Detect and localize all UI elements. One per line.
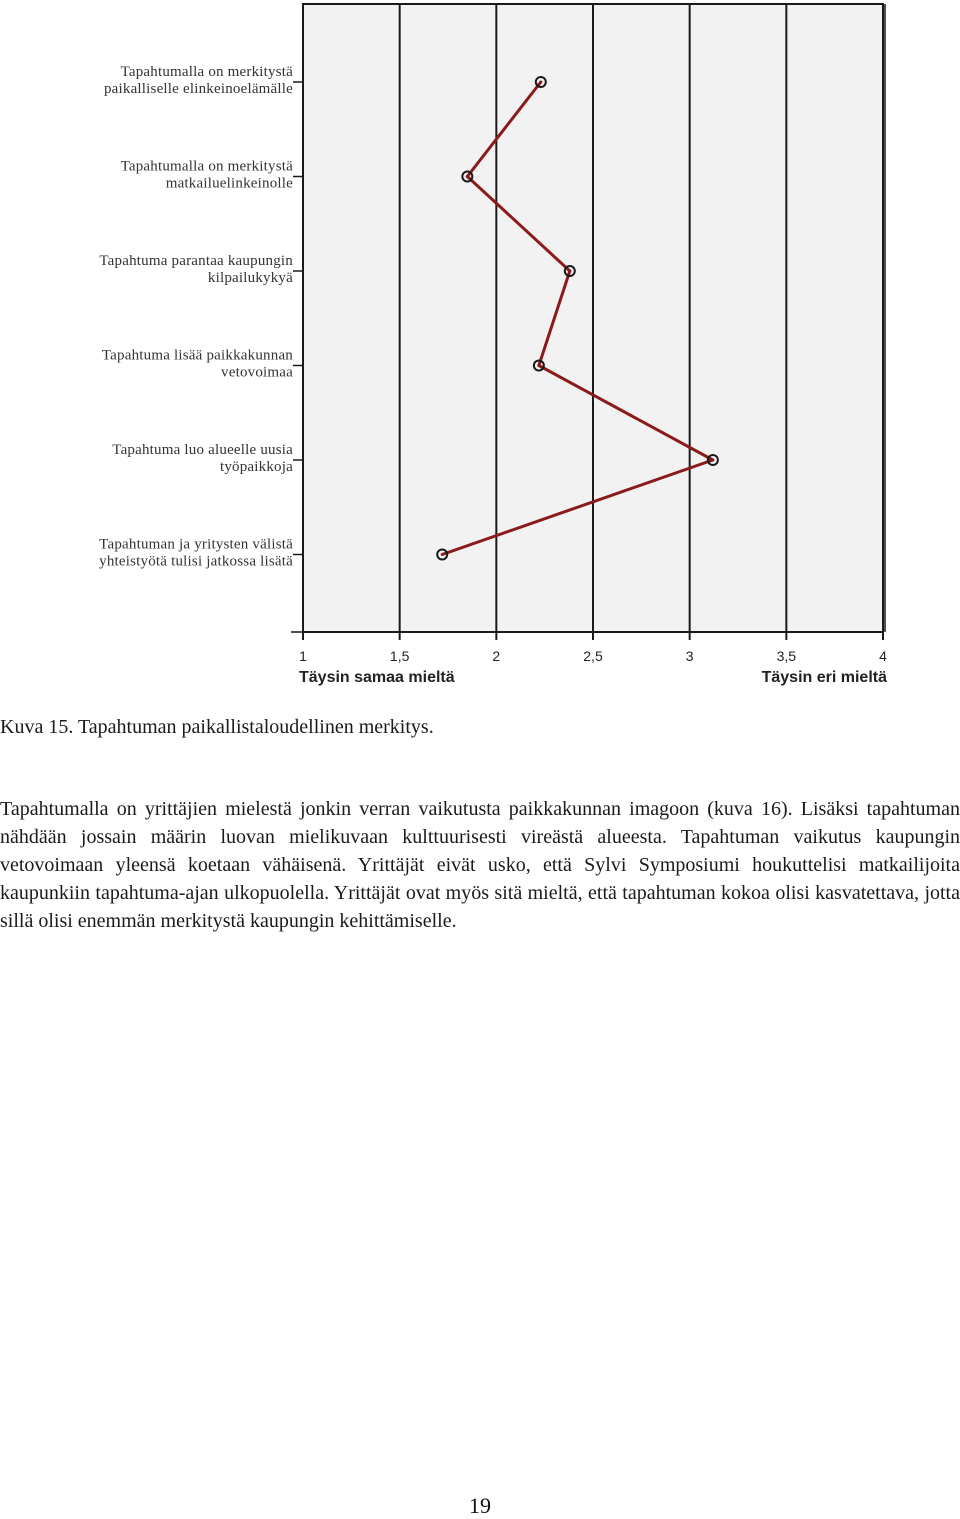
category-label: [112, 442, 293, 475]
category-label-line: matkailuelinkeinolle: [165, 175, 293, 192]
x-tick-label: 1,5: [389, 648, 410, 664]
category-label-line: Tapahtumalla on merkitystä: [120, 158, 293, 175]
category-label-line: vetovoimaa: [221, 364, 293, 381]
x-tick-label: 1: [299, 648, 307, 664]
category-label-line: Tapahtuma parantaa kaupungin: [99, 253, 293, 269]
category-labels: [99, 64, 293, 570]
x-tick-label: 3,5: [776, 648, 797, 664]
category-label-line: työpaikkoja: [219, 459, 293, 475]
page-number: 19: [469, 1493, 491, 1518]
x-tick-labels: [299, 648, 887, 664]
category-label: [104, 64, 293, 97]
category-label-line: yhteistyötä tulisi jatkossa lisätä: [99, 553, 293, 570]
category-label-line: Tapahtumalla on merkitystä: [120, 64, 293, 80]
x-tick-label: 2: [492, 648, 501, 664]
category-label: [99, 537, 293, 570]
body-paragraph: Tapahtumalla on yrittäjien mielestä jonkin verran vaikutusta paikkakunnan imagoon (kuva 16). Lisäksi tapahtuman nähdään jossain määrin luovan mielikuvaan kulttuurisesti vireästä alueesta. Tapahtuman vaikutus kaupungin vetovoimaan yleensä koetaan vähäisenä. Yrittäjät eivät usko, että Sylvi Symposiumi houkuttelisi matkailijoita kaupunkiin tapahtuma-ajan ulkopuolella. Yrittäjät ovat myös sitä mieltä, että tapahtuman kokoa olisi kasvatettava, jotta sillä olisi enemmän merkitystä kaupungin kehittämiselle.: [0, 798, 960, 932]
category-label: [99, 253, 293, 286]
category-label-line: kilpailukykyä: [207, 270, 293, 286]
x-tick-label: 3: [685, 648, 694, 664]
category-label-line: Tapahtuman ja yritysten välistä: [99, 536, 293, 553]
category-label-line: Tapahtuma luo alueelle uusia: [112, 442, 293, 458]
category-label-line: Tapahtuma lisää paikkakunnan: [101, 347, 293, 364]
category-label-line: paikalliselle elinkeinoelämälle: [103, 81, 293, 97]
figure-caption: Kuva 15. Tapahtuman paikallistaloudellinen merkitys.: [0, 716, 434, 738]
category-label: [121, 159, 294, 192]
x-axis-left-label: Täysin samaa mieltä: [299, 669, 455, 686]
category-label: [102, 348, 293, 381]
x-tick-label: 2,5: [583, 648, 603, 664]
x-axis-right-label: Täysin eri mieltä: [761, 669, 887, 686]
line-chart: [0, 0, 960, 700]
x-tick-label: 4: [879, 648, 887, 664]
